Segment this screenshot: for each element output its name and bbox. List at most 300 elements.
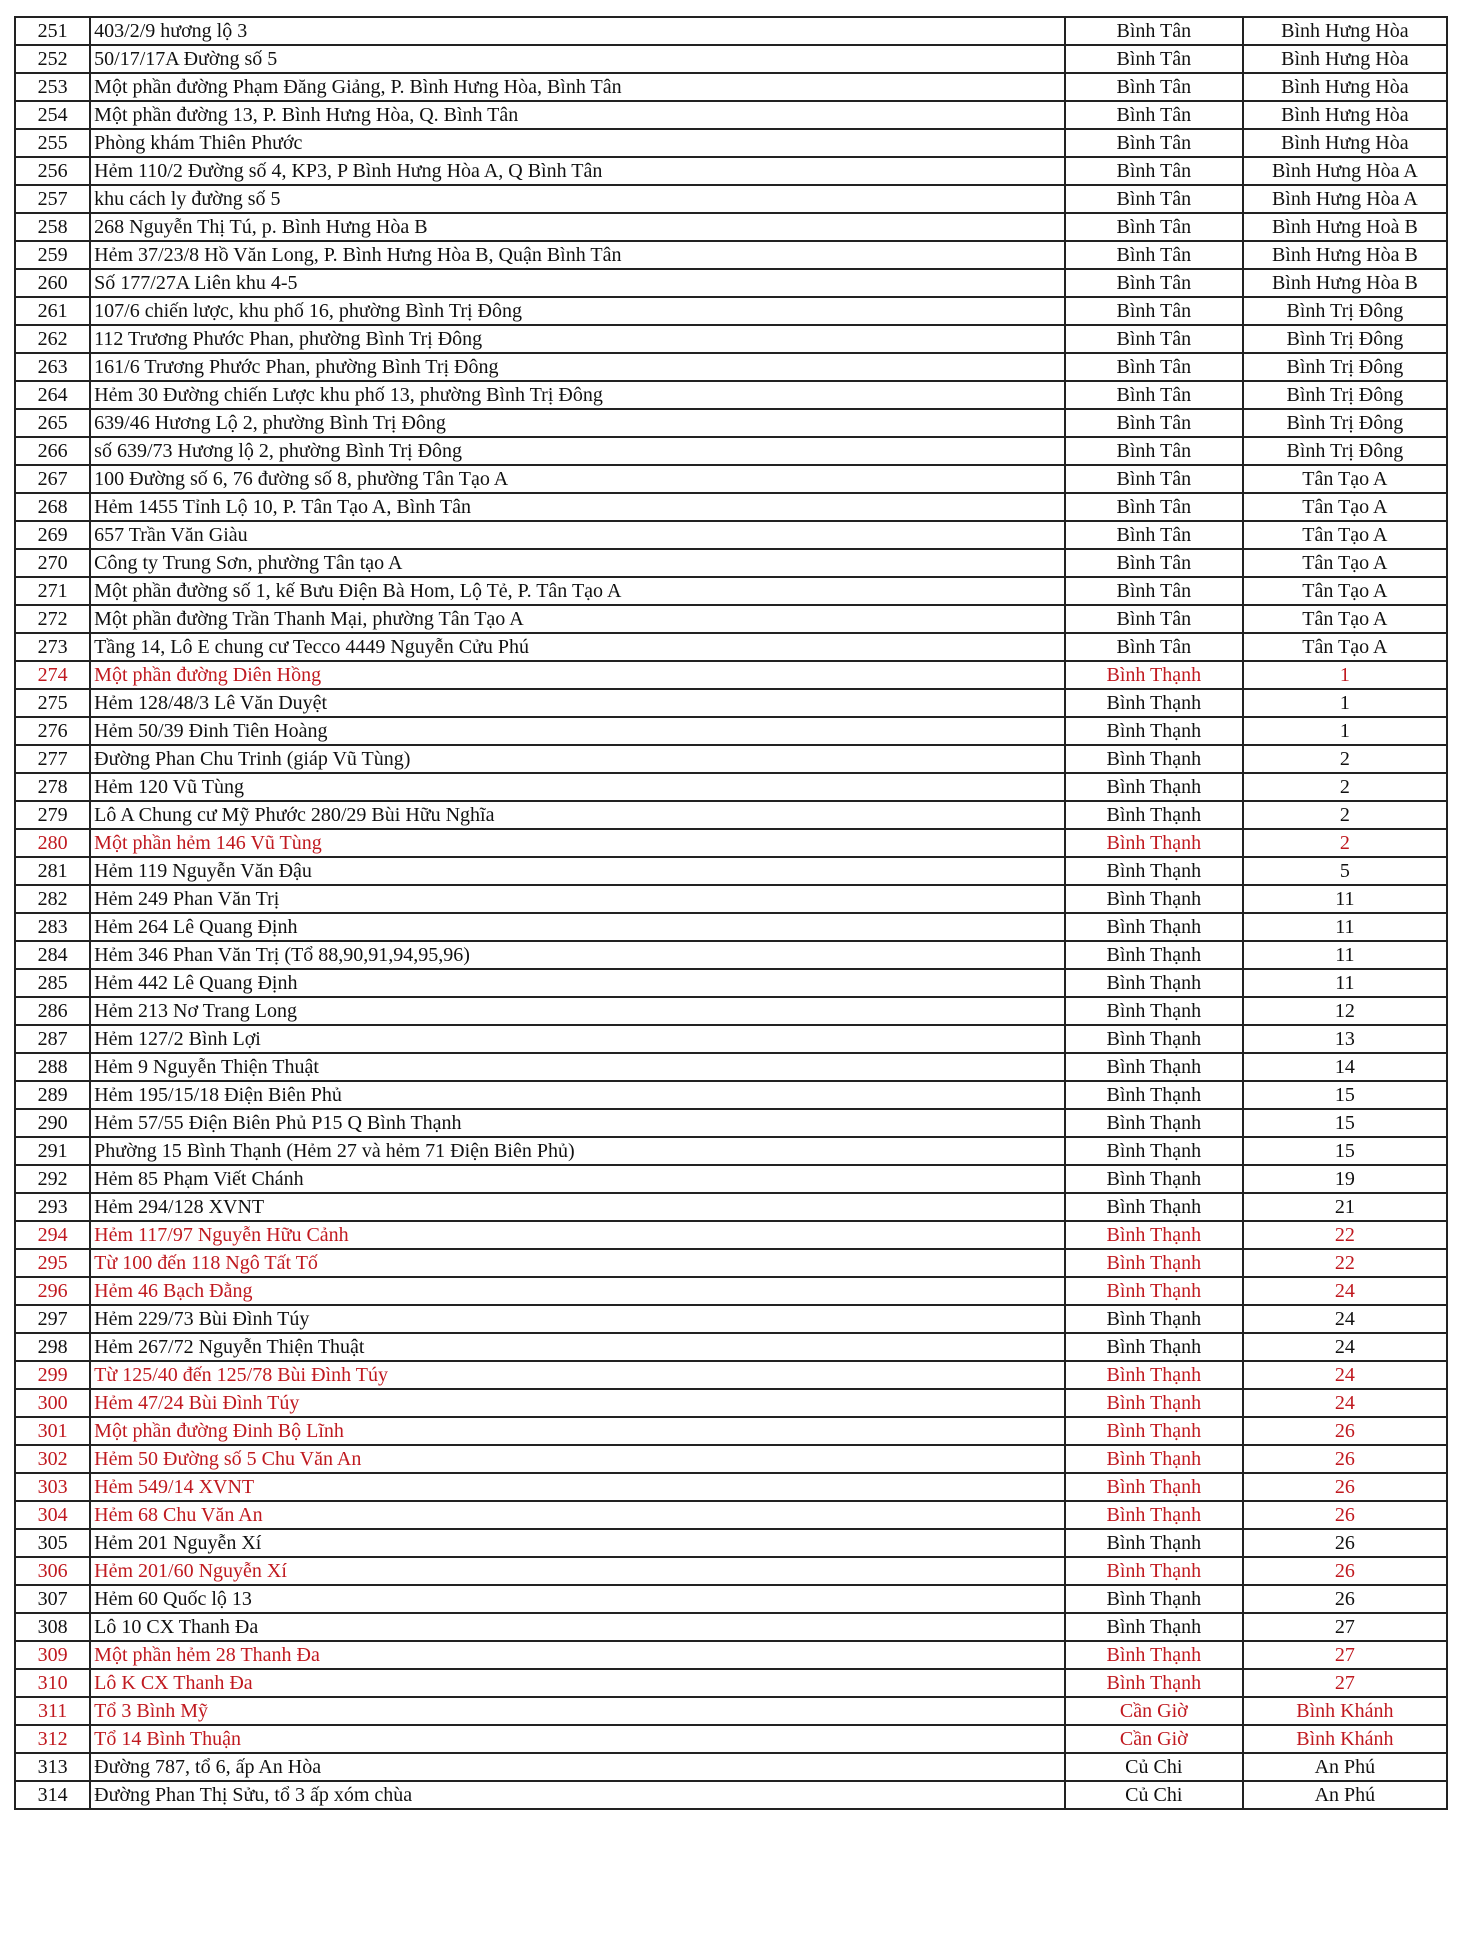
table-row xyxy=(15,969,1447,997)
row-number: 273 xyxy=(15,633,90,661)
row-ward: 12 xyxy=(1243,997,1447,1025)
table-row xyxy=(15,73,1447,101)
table-row xyxy=(15,689,1447,717)
row-address: 107/6 chiến lược, khu phố 16, phường Bình Trị Đông xyxy=(90,297,1065,325)
row-district: Bình Thạnh xyxy=(1065,1025,1243,1053)
row-address: 657 Trần Văn Giàu xyxy=(90,521,1065,549)
row-number: 296 xyxy=(15,1277,90,1305)
row-ward: Tân Tạo A xyxy=(1243,577,1447,605)
row-address: Hẻm 57/55 Điện Biên Phủ P15 Q Bình Thạnh xyxy=(90,1109,1065,1137)
row-number: 252 xyxy=(15,45,90,73)
table-row xyxy=(15,213,1447,241)
row-address: Hẻm 117/97 Nguyễn Hữu Cảnh xyxy=(90,1221,1065,1249)
row-district: Bình Tân xyxy=(1065,17,1243,45)
table-row xyxy=(15,1277,1447,1305)
table-row xyxy=(15,1669,1447,1697)
row-ward: An Phú xyxy=(1243,1781,1447,1809)
row-number: 263 xyxy=(15,353,90,381)
row-district: Bình Thạnh xyxy=(1065,745,1243,773)
row-district: Bình Thạnh xyxy=(1065,1501,1243,1529)
table-row xyxy=(15,577,1447,605)
row-ward: 26 xyxy=(1243,1501,1447,1529)
table-row xyxy=(15,325,1447,353)
row-number: 260 xyxy=(15,269,90,297)
row-number: 288 xyxy=(15,1053,90,1081)
table-row xyxy=(15,1109,1447,1137)
row-district: Bình Thạnh xyxy=(1065,1305,1243,1333)
row-district: Bình Thạnh xyxy=(1065,829,1243,857)
row-district: Bình Tân xyxy=(1065,493,1243,521)
row-address: Tổ 3 Bình Mỹ xyxy=(90,1697,1065,1725)
table-row xyxy=(15,493,1447,521)
row-address: Một phần đường số 1, kế Bưu Điện Bà Hom, Lộ Tẻ, P. Tân Tạo A xyxy=(90,577,1065,605)
row-ward: Bình Trị Đông xyxy=(1243,409,1447,437)
row-number: 266 xyxy=(15,437,90,465)
row-number: 279 xyxy=(15,801,90,829)
row-district: Bình Tân xyxy=(1065,45,1243,73)
row-address: Hẻm 1455 Tỉnh Lộ 10, P. Tân Tạo A, Bình Tân xyxy=(90,493,1065,521)
row-address: Hẻm 195/15/18 Điện Biên Phủ xyxy=(90,1081,1065,1109)
row-ward: Tân Tạo A xyxy=(1243,633,1447,661)
row-address: Hẻm 119 Nguyễn Văn Đậu xyxy=(90,857,1065,885)
row-number: 261 xyxy=(15,297,90,325)
table-row xyxy=(15,829,1447,857)
table-row xyxy=(15,801,1447,829)
row-district: Bình Thạnh xyxy=(1065,1669,1243,1697)
row-address: Phòng khám Thiên Phước xyxy=(90,129,1065,157)
row-address: Hẻm 47/24 Bùi Đình Túy xyxy=(90,1389,1065,1417)
row-ward: 24 xyxy=(1243,1305,1447,1333)
row-number: 297 xyxy=(15,1305,90,1333)
table-row xyxy=(15,1641,1447,1669)
row-district: Bình Thạnh xyxy=(1065,941,1243,969)
row-district: Bình Tân xyxy=(1065,521,1243,549)
row-ward: Tân Tạo A xyxy=(1243,493,1447,521)
row-ward: 15 xyxy=(1243,1081,1447,1109)
row-district: Bình Thạnh xyxy=(1065,1389,1243,1417)
row-number: 314 xyxy=(15,1781,90,1809)
row-ward: 11 xyxy=(1243,913,1447,941)
row-address: Hẻm 46 Bạch Đằng xyxy=(90,1277,1065,1305)
row-ward: 21 xyxy=(1243,1193,1447,1221)
row-number: 284 xyxy=(15,941,90,969)
row-district: Bình Thạnh xyxy=(1065,1585,1243,1613)
row-number: 290 xyxy=(15,1109,90,1137)
row-district: Bình Thạnh xyxy=(1065,1249,1243,1277)
table-row xyxy=(15,857,1447,885)
row-district: Bình Tân xyxy=(1065,549,1243,577)
row-number: 293 xyxy=(15,1193,90,1221)
row-number: 291 xyxy=(15,1137,90,1165)
row-district: Bình Thạnh xyxy=(1065,913,1243,941)
row-address: Hẻm 30 Đường chiến Lược khu phố 13, phường Bình Trị Đông xyxy=(90,381,1065,409)
row-number: 300 xyxy=(15,1389,90,1417)
row-ward: 11 xyxy=(1243,941,1447,969)
row-address: Hẻm 294/128 XVNT xyxy=(90,1193,1065,1221)
row-number: 310 xyxy=(15,1669,90,1697)
row-number: 305 xyxy=(15,1529,90,1557)
row-number: 298 xyxy=(15,1333,90,1361)
row-district: Bình Tân xyxy=(1065,605,1243,633)
row-number: 271 xyxy=(15,577,90,605)
row-district: Cần Giờ xyxy=(1065,1725,1243,1753)
row-address: Một phần đường Đinh Bộ Lĩnh xyxy=(90,1417,1065,1445)
row-address: 50/17/17A Đường số 5 xyxy=(90,45,1065,73)
row-ward: An Phú xyxy=(1243,1753,1447,1781)
row-district: Cần Giờ xyxy=(1065,1697,1243,1725)
row-number: 278 xyxy=(15,773,90,801)
row-number: 256 xyxy=(15,157,90,185)
row-district: Bình Tân xyxy=(1065,73,1243,101)
row-address: Hẻm 120 Vũ Tùng xyxy=(90,773,1065,801)
row-address: 403/2/9 hương lộ 3 xyxy=(90,17,1065,45)
row-ward: 27 xyxy=(1243,1641,1447,1669)
row-address: 161/6 Trương Phước Phan, phường Bình Trị Đông xyxy=(90,353,1065,381)
row-address: 112 Trương Phước Phan, phường Bình Trị Đông xyxy=(90,325,1065,353)
row-district: Bình Thạnh xyxy=(1065,1081,1243,1109)
table-row xyxy=(15,521,1447,549)
row-address: Hẻm 264 Lê Quang Định xyxy=(90,913,1065,941)
row-district: Bình Thạnh xyxy=(1065,773,1243,801)
row-address: Đường Phan Chu Trinh (giáp Vũ Tùng) xyxy=(90,745,1065,773)
row-number: 269 xyxy=(15,521,90,549)
table-row xyxy=(15,1333,1447,1361)
row-ward: 13 xyxy=(1243,1025,1447,1053)
row-district: Bình Thạnh xyxy=(1065,1221,1243,1249)
locations-table xyxy=(14,16,1448,1810)
row-address: Đường Phan Thị Sửu, tổ 3 ấp xóm chùa xyxy=(90,1781,1065,1809)
row-district: Bình Thạnh xyxy=(1065,1529,1243,1557)
row-district: Bình Thạnh xyxy=(1065,857,1243,885)
table-row xyxy=(15,717,1447,745)
row-number: 274 xyxy=(15,661,90,689)
row-ward: Bình Trị Đông xyxy=(1243,353,1447,381)
table-row xyxy=(15,997,1447,1025)
row-number: 259 xyxy=(15,241,90,269)
table-row xyxy=(15,1305,1447,1333)
table-row xyxy=(15,1081,1447,1109)
row-address: 100 Đường số 6, 76 đường số 8, phường Tân Tạo A xyxy=(90,465,1065,493)
table-row xyxy=(15,1529,1447,1557)
table-row xyxy=(15,101,1447,129)
table-body xyxy=(15,17,1447,1809)
table-row xyxy=(15,1389,1447,1417)
row-ward: Bình Trị Đông xyxy=(1243,381,1447,409)
row-ward: Bình Hưng Hòa A xyxy=(1243,157,1447,185)
row-number: 292 xyxy=(15,1165,90,1193)
row-address: Hẻm 549/14 XVNT xyxy=(90,1473,1065,1501)
table-row xyxy=(15,1781,1447,1809)
table-row xyxy=(15,465,1447,493)
row-address: Tầng 14, Lô E chung cư Tecco 4449 Nguyễn Cửu Phú xyxy=(90,633,1065,661)
row-ward: Bình Hưng Hòa A xyxy=(1243,185,1447,213)
table-row xyxy=(15,1361,1447,1389)
row-number: 277 xyxy=(15,745,90,773)
row-ward: 26 xyxy=(1243,1557,1447,1585)
row-address: Hẻm 68 Chu Văn An xyxy=(90,1501,1065,1529)
table-row xyxy=(15,129,1447,157)
row-district: Bình Thạnh xyxy=(1065,1473,1243,1501)
table-row xyxy=(15,1725,1447,1753)
row-number: 258 xyxy=(15,213,90,241)
row-number: 257 xyxy=(15,185,90,213)
row-number: 272 xyxy=(15,605,90,633)
row-ward: 2 xyxy=(1243,745,1447,773)
row-ward: Bình Hưng Hòa xyxy=(1243,73,1447,101)
row-district: Bình Thạnh xyxy=(1065,1557,1243,1585)
row-number: 304 xyxy=(15,1501,90,1529)
table-row xyxy=(15,45,1447,73)
row-district: Bình Thạnh xyxy=(1065,1613,1243,1641)
row-ward: 24 xyxy=(1243,1277,1447,1305)
table-row xyxy=(15,1053,1447,1081)
table-row xyxy=(15,745,1447,773)
row-ward: 2 xyxy=(1243,801,1447,829)
row-number: 309 xyxy=(15,1641,90,1669)
row-number: 262 xyxy=(15,325,90,353)
row-ward: 19 xyxy=(1243,1165,1447,1193)
row-ward: 15 xyxy=(1243,1109,1447,1137)
row-number: 276 xyxy=(15,717,90,745)
table-row xyxy=(15,549,1447,577)
row-address: Một phần đường Phạm Đăng Giảng, P. Bình Hưng Hòa, Bình Tân xyxy=(90,73,1065,101)
row-district: Bình Tân xyxy=(1065,577,1243,605)
row-address: Hẻm 229/73 Bùi Đình Túy xyxy=(90,1305,1065,1333)
row-address: Một phần đường 13, P. Bình Hưng Hòa, Q. Bình Tân xyxy=(90,101,1065,129)
row-address: Hẻm 37/23/8 Hồ Văn Long, P. Bình Hưng Hòa B, Quận Bình Tân xyxy=(90,241,1065,269)
row-ward: 27 xyxy=(1243,1613,1447,1641)
table-row xyxy=(15,185,1447,213)
row-address: Lô 10 CX Thanh Đa xyxy=(90,1613,1065,1641)
row-district: Củ Chi xyxy=(1065,1753,1243,1781)
row-number: 289 xyxy=(15,1081,90,1109)
table-row xyxy=(15,1193,1447,1221)
table-row xyxy=(15,17,1447,45)
row-district: Bình Thạnh xyxy=(1065,1137,1243,1165)
row-address: Hẻm 128/48/3 Lê Văn Duyệt xyxy=(90,689,1065,717)
row-address: Lô K CX Thanh Đa xyxy=(90,1669,1065,1697)
row-district: Bình Thạnh xyxy=(1065,801,1243,829)
row-ward: 26 xyxy=(1243,1445,1447,1473)
table-row xyxy=(15,269,1447,297)
row-ward: Bình Hưng Hòa xyxy=(1243,101,1447,129)
row-district: Bình Thạnh xyxy=(1065,717,1243,745)
table-row xyxy=(15,1585,1447,1613)
row-address: Hẻm 267/72 Nguyễn Thiện Thuật xyxy=(90,1333,1065,1361)
row-ward: 26 xyxy=(1243,1585,1447,1613)
row-ward: 11 xyxy=(1243,885,1447,913)
row-ward: 26 xyxy=(1243,1417,1447,1445)
row-number: 286 xyxy=(15,997,90,1025)
row-district: Bình Thạnh xyxy=(1065,661,1243,689)
row-number: 308 xyxy=(15,1613,90,1641)
table-row xyxy=(15,885,1447,913)
table-row xyxy=(15,1417,1447,1445)
row-address: Hẻm 201/60 Nguyễn Xí xyxy=(90,1557,1065,1585)
row-number: 313 xyxy=(15,1753,90,1781)
row-ward: 1 xyxy=(1243,689,1447,717)
row-ward: 1 xyxy=(1243,661,1447,689)
row-number: 255 xyxy=(15,129,90,157)
row-address: Hẻm 249 Phan Văn Trị xyxy=(90,885,1065,913)
row-address: Hẻm 442 Lê Quang Định xyxy=(90,969,1065,997)
row-ward: Bình Hưng Hòa xyxy=(1243,17,1447,45)
row-number: 307 xyxy=(15,1585,90,1613)
table-row xyxy=(15,1697,1447,1725)
row-ward: Bình Hưng Hòa xyxy=(1243,45,1447,73)
row-ward: 2 xyxy=(1243,773,1447,801)
row-ward: 14 xyxy=(1243,1053,1447,1081)
row-ward: Bình Hưng Hòa xyxy=(1243,129,1447,157)
row-address: Hẻm 50/39 Đinh Tiên Hoàng xyxy=(90,717,1065,745)
row-number: 275 xyxy=(15,689,90,717)
row-address: Một phần đường Trần Thanh Mại, phường Tân Tạo A xyxy=(90,605,1065,633)
row-district: Bình Thạnh xyxy=(1065,885,1243,913)
row-ward: Bình Khánh xyxy=(1243,1697,1447,1725)
row-number: 265 xyxy=(15,409,90,437)
table-row xyxy=(15,773,1447,801)
row-address: Đường 787, tổ 6, ấp An Hòa xyxy=(90,1753,1065,1781)
row-district: Bình Thạnh xyxy=(1065,1445,1243,1473)
row-ward: Tân Tạo A xyxy=(1243,605,1447,633)
row-district: Bình Tân xyxy=(1065,101,1243,129)
row-address: Hẻm 213 Nơ Trang Long xyxy=(90,997,1065,1025)
table-row xyxy=(15,1557,1447,1585)
row-ward: Tân Tạo A xyxy=(1243,549,1447,577)
row-address: Hẻm 127/2 Bình Lợi xyxy=(90,1025,1065,1053)
row-number: 282 xyxy=(15,885,90,913)
row-district: Bình Thạnh xyxy=(1065,1641,1243,1669)
row-number: 251 xyxy=(15,17,90,45)
row-district: Bình Tân xyxy=(1065,465,1243,493)
row-district: Bình Tân xyxy=(1065,325,1243,353)
table-row xyxy=(15,1165,1447,1193)
row-number: 295 xyxy=(15,1249,90,1277)
row-district: Bình Tân xyxy=(1065,129,1243,157)
row-ward: 26 xyxy=(1243,1473,1447,1501)
table-row xyxy=(15,661,1447,689)
row-ward: 24 xyxy=(1243,1333,1447,1361)
row-number: 302 xyxy=(15,1445,90,1473)
row-address: Hẻm 110/2 Đường số 4, KP3, P Bình Hưng Hòa A, Q Bình Tân xyxy=(90,157,1065,185)
row-ward: 26 xyxy=(1243,1529,1447,1557)
row-ward: Bình Hưng Hoà B xyxy=(1243,213,1447,241)
table-row xyxy=(15,353,1447,381)
table-row xyxy=(15,913,1447,941)
row-ward: 5 xyxy=(1243,857,1447,885)
row-district: Bình Thạnh xyxy=(1065,969,1243,997)
row-district: Bình Thạnh xyxy=(1065,997,1243,1025)
row-address: Hẻm 9 Nguyễn Thiện Thuật xyxy=(90,1053,1065,1081)
row-number: 311 xyxy=(15,1697,90,1725)
row-number: 285 xyxy=(15,969,90,997)
row-district: Bình Thạnh xyxy=(1065,1277,1243,1305)
row-address: 639/46 Hương Lộ 2, phường Bình Trị Đông xyxy=(90,409,1065,437)
row-district: Bình Tân xyxy=(1065,269,1243,297)
row-address: Từ 125/40 đến 125/78 Bùi Đình Túy xyxy=(90,1361,1065,1389)
row-number: 268 xyxy=(15,493,90,521)
row-ward: 11 xyxy=(1243,969,1447,997)
table-row xyxy=(15,1221,1447,1249)
row-address: Một phần hẻm 146 Vũ Tùng xyxy=(90,829,1065,857)
row-district: Bình Tân xyxy=(1065,633,1243,661)
table-row xyxy=(15,605,1447,633)
row-address: Một phần hẻm 28 Thanh Đa xyxy=(90,1641,1065,1669)
row-district: Bình Tân xyxy=(1065,241,1243,269)
row-number: 281 xyxy=(15,857,90,885)
table-row xyxy=(15,1445,1447,1473)
row-number: 254 xyxy=(15,101,90,129)
row-number: 270 xyxy=(15,549,90,577)
row-address: Công ty Trung Sơn, phường Tân tạo A xyxy=(90,549,1065,577)
row-address: Một phần đường Diên Hồng xyxy=(90,661,1065,689)
row-address: Từ 100 đến 118 Ngô Tất Tố xyxy=(90,1249,1065,1277)
table-row xyxy=(15,381,1447,409)
table-row xyxy=(15,941,1447,969)
table-row xyxy=(15,1137,1447,1165)
row-number: 294 xyxy=(15,1221,90,1249)
row-ward: Tân Tạo A xyxy=(1243,465,1447,493)
row-address: Hẻm 201 Nguyễn Xí xyxy=(90,1529,1065,1557)
row-district: Củ Chi xyxy=(1065,1781,1243,1809)
row-ward: 1 xyxy=(1243,717,1447,745)
row-ward: Bình Hưng Hòa B xyxy=(1243,241,1447,269)
row-number: 267 xyxy=(15,465,90,493)
row-ward: 22 xyxy=(1243,1249,1447,1277)
table-row xyxy=(15,1613,1447,1641)
row-district: Bình Thạnh xyxy=(1065,689,1243,717)
row-number: 312 xyxy=(15,1725,90,1753)
row-address: khu cách ly đường số 5 xyxy=(90,185,1065,213)
row-address: Hẻm 60 Quốc lộ 13 xyxy=(90,1585,1065,1613)
row-ward: Bình Trị Đông xyxy=(1243,297,1447,325)
row-number: 306 xyxy=(15,1557,90,1585)
table-row xyxy=(15,409,1447,437)
row-ward: 22 xyxy=(1243,1221,1447,1249)
table-row xyxy=(15,437,1447,465)
row-address: Lô A Chung cư Mỹ Phước 280/29 Bùi Hữu Nghĩa xyxy=(90,801,1065,829)
row-district: Bình Tân xyxy=(1065,353,1243,381)
row-ward: 24 xyxy=(1243,1389,1447,1417)
row-number: 299 xyxy=(15,1361,90,1389)
table-row xyxy=(15,1025,1447,1053)
row-address: Phường 15 Bình Thạnh (Hẻm 27 và hẻm 71 Điện Biên Phủ) xyxy=(90,1137,1065,1165)
row-district: Bình Tân xyxy=(1065,213,1243,241)
row-ward: Bình Khánh xyxy=(1243,1725,1447,1753)
row-ward: Bình Trị Đông xyxy=(1243,437,1447,465)
row-district: Bình Tân xyxy=(1065,409,1243,437)
row-number: 253 xyxy=(15,73,90,101)
row-address: 268 Nguyễn Thị Tú, p. Bình Hưng Hòa B xyxy=(90,213,1065,241)
row-number: 283 xyxy=(15,913,90,941)
row-ward: 24 xyxy=(1243,1361,1447,1389)
row-ward: Bình Hưng Hòa B xyxy=(1243,269,1447,297)
table-row xyxy=(15,1249,1447,1277)
row-address: Tổ 14 Bình Thuận xyxy=(90,1725,1065,1753)
row-ward: Tân Tạo A xyxy=(1243,521,1447,549)
row-district: Bình Thạnh xyxy=(1065,1165,1243,1193)
row-district: Bình Thạnh xyxy=(1065,1333,1243,1361)
row-address: Hẻm 50 Đường số 5 Chu Văn An xyxy=(90,1445,1065,1473)
table-row xyxy=(15,1473,1447,1501)
row-district: Bình Tân xyxy=(1065,297,1243,325)
row-number: 303 xyxy=(15,1473,90,1501)
row-ward: Bình Trị Đông xyxy=(1243,325,1447,353)
table-row xyxy=(15,297,1447,325)
table-row xyxy=(15,157,1447,185)
row-district: Bình Thạnh xyxy=(1065,1193,1243,1221)
row-district: Bình Thạnh xyxy=(1065,1109,1243,1137)
